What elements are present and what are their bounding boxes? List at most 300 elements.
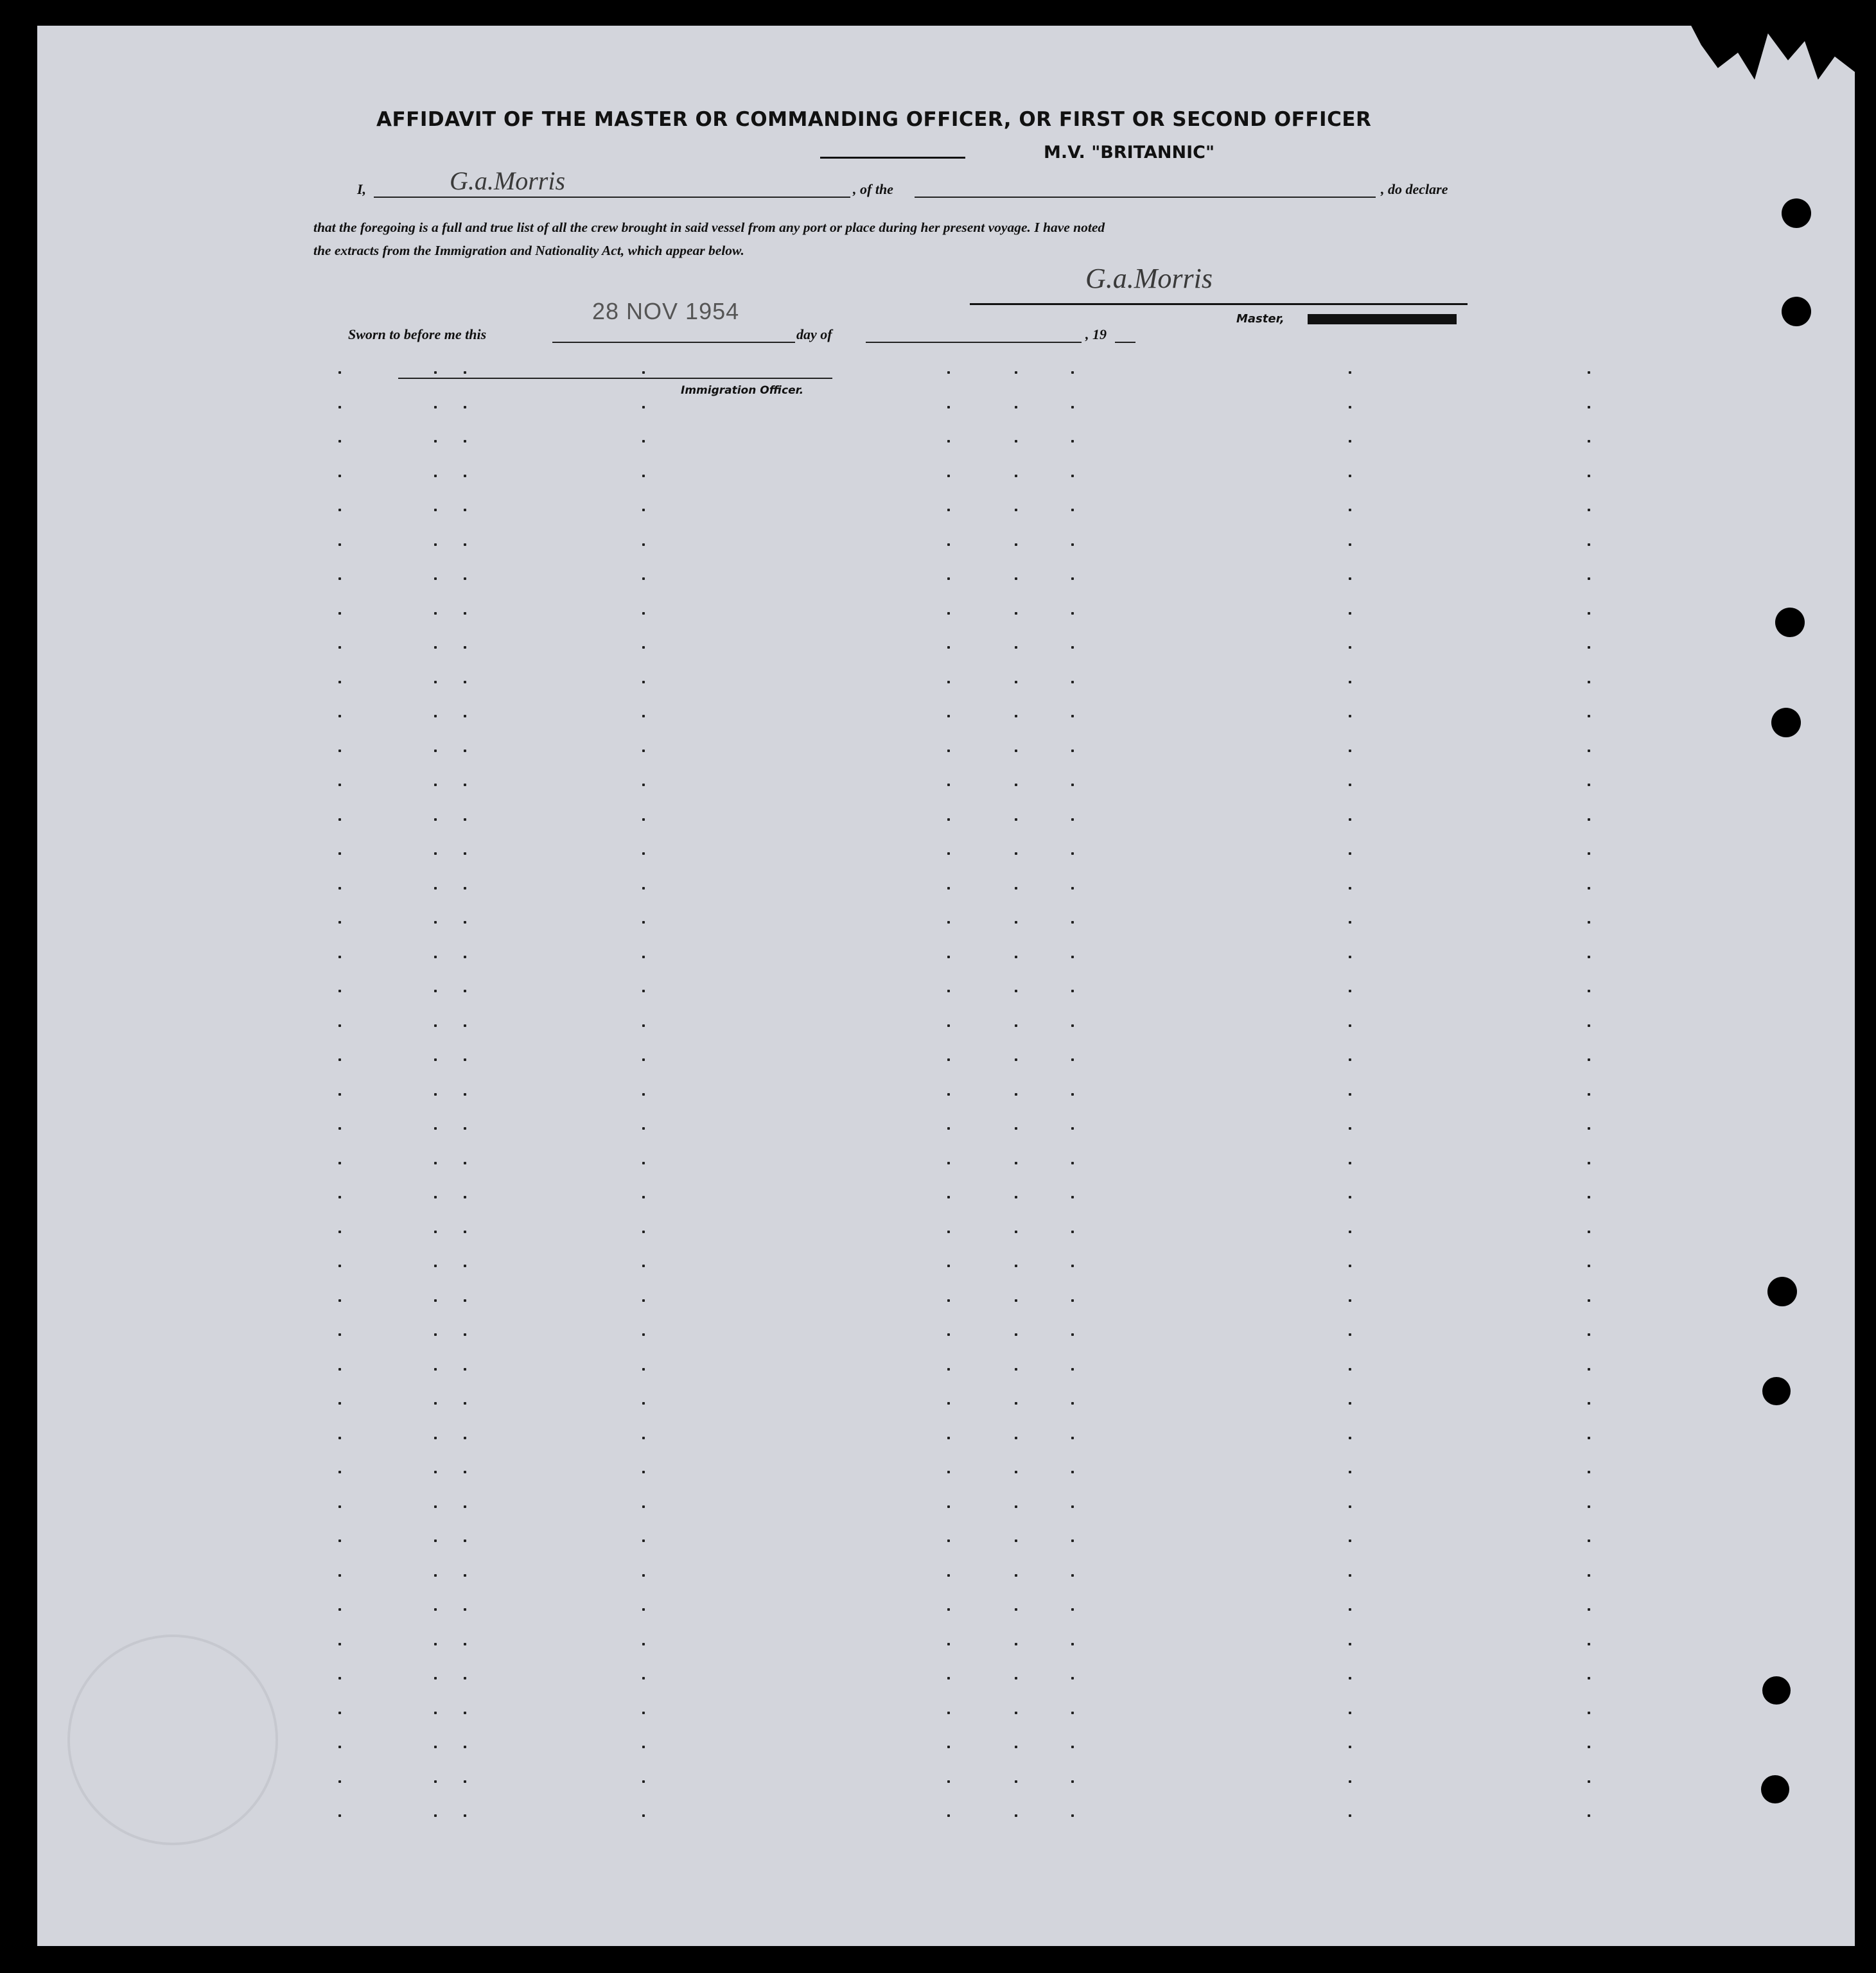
leader-dot: [1071, 440, 1074, 443]
leader-dot: [1015, 818, 1017, 821]
leader-dot: [1015, 543, 1017, 546]
leader-dot: [338, 784, 341, 786]
leader-dot: [947, 681, 950, 683]
leader-dot: [642, 1539, 645, 1542]
leader-dot: [642, 646, 645, 649]
leader-dot: [464, 1746, 466, 1748]
leader-dot: [464, 921, 466, 924]
leader-dot: [642, 1780, 645, 1783]
leader-dot: [1349, 406, 1351, 408]
leader-dot: [1588, 1712, 1590, 1714]
leader-dot: [1588, 1471, 1590, 1473]
leader-dot: [1015, 1814, 1017, 1817]
document-page: [37, 26, 1855, 1946]
leader-dot: [1071, 818, 1074, 821]
leader-dot: [947, 543, 950, 546]
leader-dot: [338, 577, 341, 580]
leader-dot: [1071, 406, 1074, 408]
leader-dot: [1588, 1643, 1590, 1645]
leader-dot: [1349, 1746, 1351, 1748]
leader-dot: [434, 440, 437, 443]
leader-dot: [1015, 1368, 1017, 1371]
leader-dot: [338, 1231, 341, 1233]
leader-dot: [1349, 612, 1351, 615]
leader-dot: [434, 1539, 437, 1542]
leader-dot: [434, 1712, 437, 1714]
leader-dot: [434, 1437, 437, 1439]
leader-dot: [1071, 1196, 1074, 1198]
leader-dot: [1015, 990, 1017, 992]
leader-dot: [1588, 887, 1590, 890]
leader-dot: [1588, 750, 1590, 752]
affidavit-title: AFFIDAVIT OF THE MASTER OR COMMANDING OFFICER, OR FIRST OR SECOND OFFICER: [376, 108, 1372, 131]
leader-dot: [1071, 1471, 1074, 1473]
leader-dot: [338, 1162, 341, 1164]
leader-dot: [1071, 956, 1074, 958]
punch-hole: [1761, 1775, 1789, 1803]
declaration-i: I,: [357, 181, 367, 197]
leader-dot: [642, 750, 645, 752]
leader-dot: [434, 612, 437, 615]
leader-dot: [947, 1574, 950, 1577]
leader-dot: [464, 818, 466, 821]
leader-dot: [1015, 406, 1017, 408]
vessel-line: [820, 157, 965, 159]
leader-dot: [464, 956, 466, 958]
leader-dot: [434, 1814, 437, 1817]
leader-dot: [1588, 509, 1590, 511]
leader-dot: [1349, 475, 1351, 477]
leader-dot: [1349, 1058, 1351, 1061]
leader-dot: [947, 371, 950, 374]
officer-line: [398, 378, 832, 379]
leader-dot: [947, 1471, 950, 1473]
leader-dot: [1588, 1058, 1590, 1061]
leader-dot: [1588, 1608, 1590, 1611]
leader-dot: [1015, 646, 1017, 649]
leader-dot: [642, 1574, 645, 1577]
leader-dot: [642, 1093, 645, 1096]
leader-dot: [1349, 1677, 1351, 1679]
leader-dot: [1015, 715, 1017, 717]
declaration-do-declare: , do declare: [1381, 181, 1448, 197]
leader-dot: [642, 715, 645, 717]
officer-signature: G.a.Morris: [450, 166, 566, 195]
leader-dot: [642, 1265, 645, 1267]
leader-dot: [338, 818, 341, 821]
leader-dot: [1588, 1780, 1590, 1783]
leader-dot: [464, 1574, 466, 1577]
leader-dot: [1071, 646, 1074, 649]
leader-dot: [464, 1093, 466, 1096]
leader-dot: [1015, 1574, 1017, 1577]
leader-dot: [947, 1712, 950, 1714]
leader-dot: [642, 1196, 645, 1198]
leader-dot: [1349, 1471, 1351, 1473]
leader-dot: [464, 646, 466, 649]
leader-dot: [1071, 1368, 1074, 1371]
leader-dot: [434, 990, 437, 992]
leader-dot: [1015, 1265, 1017, 1267]
leader-dot: [464, 1231, 466, 1233]
leader-dot: [464, 887, 466, 890]
immigration-officer-label: Immigration Officer.: [681, 384, 804, 397]
leader-dot: [338, 990, 341, 992]
leader-dot: [1349, 1127, 1351, 1130]
leader-dot: [338, 1024, 341, 1027]
leader-dot: [338, 1746, 341, 1748]
leader-dot: [642, 681, 645, 683]
leader-dot: [1588, 715, 1590, 717]
declaration-of-the: , of the: [853, 181, 893, 197]
leader-dot: [338, 1814, 341, 1817]
leader-dot: [1071, 1265, 1074, 1267]
leader-dot: [1071, 1299, 1074, 1302]
leader-dot: [1071, 1814, 1074, 1817]
leader-dot: [434, 1093, 437, 1096]
leader-dot: [642, 1608, 645, 1611]
leader-dot: [1071, 1093, 1074, 1096]
leader-dot: [1015, 1402, 1017, 1405]
leader-dot: [947, 956, 950, 958]
leader-dot: [1349, 956, 1351, 958]
leader-dot: [338, 1333, 341, 1336]
leader-dot: [434, 1505, 437, 1508]
leader-dot: [642, 818, 645, 821]
leader-dot: [947, 509, 950, 511]
leader-dot: [1071, 1574, 1074, 1577]
leader-dot: [1071, 1437, 1074, 1439]
leader-dot: [1349, 1574, 1351, 1577]
leader-dot: [464, 1127, 466, 1130]
leader-dot: [1071, 1643, 1074, 1645]
leader-dot: [1588, 406, 1590, 408]
leader-dot: [434, 852, 437, 855]
leader-dot: [642, 921, 645, 924]
leader-dot: [642, 509, 645, 511]
leader-dot: [1588, 1368, 1590, 1371]
leader-dot: [1015, 1780, 1017, 1783]
leader-dot: [338, 612, 341, 615]
leader-dot: [1015, 956, 1017, 958]
leader-dot: [1349, 1299, 1351, 1302]
leader-dot: [1015, 577, 1017, 580]
leader-dot: [1015, 1505, 1017, 1508]
leader-dot: [464, 1712, 466, 1714]
leader-dot: [1588, 1437, 1590, 1439]
leader-dot: [947, 1093, 950, 1096]
leader-dot: [1588, 990, 1590, 992]
leader-dot: [434, 406, 437, 408]
leader-dot: [464, 406, 466, 408]
leader-dot: [642, 1333, 645, 1336]
leader-dot: [1349, 818, 1351, 821]
leader-dot: [1349, 577, 1351, 580]
punch-hole: [1771, 708, 1801, 737]
leader-dot: [642, 1162, 645, 1164]
leader-dot: [947, 1505, 950, 1508]
leader-dot: [434, 1402, 437, 1405]
leader-dot: [1349, 1780, 1351, 1783]
leader-dot: [1588, 1677, 1590, 1679]
leader-dot: [464, 1643, 466, 1645]
leader-dot: [947, 440, 950, 443]
leader-dot: [464, 990, 466, 992]
leader-dot: [1349, 1643, 1351, 1645]
leader-dot: [1071, 612, 1074, 615]
leader-dot: [642, 1402, 645, 1405]
leader-dot: [1015, 1643, 1017, 1645]
leader-dot: [464, 1299, 466, 1302]
leader-dot: [434, 371, 437, 374]
leader-dot: [1015, 1058, 1017, 1061]
leader-dot: [1349, 371, 1351, 374]
leader-dot: [338, 1677, 341, 1679]
leader-dot: [338, 1608, 341, 1611]
leader-dot: [1588, 921, 1590, 924]
leader-dot: [947, 577, 950, 580]
leader-dot: [1588, 1539, 1590, 1542]
leader-dot: [338, 1402, 341, 1405]
leader-dot: [1071, 543, 1074, 546]
leader-dot: [1588, 1024, 1590, 1027]
leader-dot: [642, 1127, 645, 1130]
leader-dot: [1588, 1402, 1590, 1405]
leader-dot: [338, 750, 341, 752]
sworn-year-line: [1115, 342, 1135, 343]
leader-dot: [1015, 1196, 1017, 1198]
leader-dot: [338, 509, 341, 511]
leader-dot: [642, 406, 645, 408]
leader-dot: [338, 406, 341, 408]
leader-dot: [434, 1677, 437, 1679]
leader-dot: [464, 1814, 466, 1817]
leader-dot: [947, 1746, 950, 1748]
leader-dot: [434, 543, 437, 546]
leader-dot: [1015, 784, 1017, 786]
leader-dot: [434, 509, 437, 511]
leader-dot: [1015, 1608, 1017, 1611]
leader-dot: [1588, 646, 1590, 649]
leader-dot: [1071, 1608, 1074, 1611]
punch-hole: [1762, 1377, 1791, 1405]
sworn-year: , 19: [1085, 326, 1107, 342]
leader-dot: [434, 1333, 437, 1336]
leader-dot: [1071, 1333, 1074, 1336]
leader-dot: [1349, 1712, 1351, 1714]
leader-dot: [1015, 1471, 1017, 1473]
leader-dot: [1588, 956, 1590, 958]
leader-dot: [338, 1712, 341, 1714]
leader-dot: [1588, 371, 1590, 374]
leader-dot: [947, 1437, 950, 1439]
leader-dot: [464, 715, 466, 717]
leader-dot: [338, 475, 341, 477]
leader-dot: [1349, 1333, 1351, 1336]
leader-dot: [434, 681, 437, 683]
leader-dot: [1349, 1402, 1351, 1405]
leader-dot: [642, 1368, 645, 1371]
leader-dot: [434, 1299, 437, 1302]
leader-dot: [947, 818, 950, 821]
leader-dot: [338, 1196, 341, 1198]
leader-dot: [1349, 1265, 1351, 1267]
leader-dot: [464, 1780, 466, 1783]
leader-dot: [464, 1505, 466, 1508]
leader-dot: [1015, 1093, 1017, 1096]
leader-dot: [338, 681, 341, 683]
leader-dot: [947, 646, 950, 649]
leader-dot: [1071, 1539, 1074, 1542]
leader-dot: [464, 681, 466, 683]
leader-dot: [1071, 1127, 1074, 1130]
leader-dot: [947, 1643, 950, 1645]
leader-dot: [1015, 612, 1017, 615]
declaration-text: that the foregoing is a full and true list of all the crew brought in said vessel from any port or place during her present voyage. I have noted: [313, 220, 1105, 235]
leader-dot: [1015, 1539, 1017, 1542]
leader-dot: [338, 1539, 341, 1542]
leader-dot: [434, 1643, 437, 1645]
leader-dot: [947, 750, 950, 752]
leader-dot: [1071, 1402, 1074, 1405]
leader-dot: [1071, 921, 1074, 924]
leader-dot: [434, 646, 437, 649]
leader-dot: [434, 1368, 437, 1371]
leader-dot: [1071, 371, 1074, 374]
leader-dot: [434, 1127, 437, 1130]
leader-dot: [947, 990, 950, 992]
leader-dot: [464, 475, 466, 477]
leader-dot: [434, 956, 437, 958]
leader-dot: [464, 1196, 466, 1198]
leader-dot: [338, 1574, 341, 1577]
leader-dot: [1071, 1231, 1074, 1233]
leader-dot: [947, 921, 950, 924]
leader-dot: [464, 1677, 466, 1679]
leader-dot: [1071, 1505, 1074, 1508]
leader-dot: [338, 371, 341, 374]
leader-dot: [1349, 1814, 1351, 1817]
leader-dot: [1349, 1368, 1351, 1371]
leader-dot: [642, 440, 645, 443]
leader-dot: [464, 750, 466, 752]
leader-dot: [642, 1712, 645, 1714]
leader-dot: [464, 1265, 466, 1267]
leader-dot: [1588, 681, 1590, 683]
sworn-month-line: [866, 342, 1082, 343]
leader-dot: [1588, 852, 1590, 855]
leader-dot: [642, 784, 645, 786]
leader-dot: [947, 1539, 950, 1542]
leader-dot: [947, 1024, 950, 1027]
leader-dot: [1015, 1231, 1017, 1233]
leader-dot: [1071, 990, 1074, 992]
leader-dot: [434, 1162, 437, 1164]
leader-dot: [642, 577, 645, 580]
leader-dot: [1588, 1505, 1590, 1508]
leader-dot: [1015, 750, 1017, 752]
leader-dot: [338, 852, 341, 855]
leader-dot: [947, 1127, 950, 1130]
leader-dot: [338, 440, 341, 443]
leader-dot: [464, 440, 466, 443]
leader-dot: [947, 1058, 950, 1061]
leader-dot: [338, 1127, 341, 1130]
sworn-day-line: [552, 342, 795, 343]
leader-dot: [1349, 990, 1351, 992]
leader-dot: [1015, 475, 1017, 477]
leader-dot: [947, 715, 950, 717]
leader-dot: [338, 1780, 341, 1783]
leader-dot: [947, 612, 950, 615]
leader-dot: [434, 1780, 437, 1783]
leader-dot: [1349, 715, 1351, 717]
leader-dot: [434, 750, 437, 752]
sworn-day-of: day of: [796, 326, 832, 342]
leader-dot: [434, 475, 437, 477]
leader-dot: [947, 1814, 950, 1817]
leader-dot: [1588, 440, 1590, 443]
punch-hole: [1762, 1676, 1791, 1705]
leader-dot: [947, 1608, 950, 1611]
leader-dot: [642, 1058, 645, 1061]
leader-dot: [1071, 887, 1074, 890]
redaction-bar: [1308, 314, 1457, 324]
leader-dot: [1015, 1437, 1017, 1439]
leader-dot: [947, 1231, 950, 1233]
leader-dot: [464, 1024, 466, 1027]
leader-dot: [1071, 1677, 1074, 1679]
leader-dot: [1588, 1299, 1590, 1302]
leader-dot: [1588, 612, 1590, 615]
master-signature-line: [970, 303, 1468, 305]
leader-dot: [1015, 371, 1017, 374]
declaration-text-2: the extracts from the Immigration and Nationality Act, which appear below.: [313, 243, 744, 258]
leader-dot: [947, 1299, 950, 1302]
leader-dot: [642, 1677, 645, 1679]
leader-dot: [464, 1402, 466, 1405]
leader-dot: [434, 715, 437, 717]
leader-dot: [338, 1299, 341, 1302]
leader-dot: [1588, 1574, 1590, 1577]
leader-dot: [338, 543, 341, 546]
leader-dot: [464, 509, 466, 511]
leader-dot: [338, 956, 341, 958]
leader-dot: [1015, 1677, 1017, 1679]
leader-dot: [642, 371, 645, 374]
leader-dot: [464, 543, 466, 546]
leader-dot: [1588, 475, 1590, 477]
leader-dot: [642, 1437, 645, 1439]
leader-dot: [947, 1196, 950, 1198]
leader-dot: [1349, 1093, 1351, 1096]
leader-dot: [1071, 1162, 1074, 1164]
leader-dot: [1015, 1127, 1017, 1130]
leader-dot: [1588, 1746, 1590, 1748]
leader-dot: [464, 1608, 466, 1611]
leader-dot: [642, 990, 645, 992]
leader-dot: [434, 1608, 437, 1611]
leader-dot: [1349, 681, 1351, 683]
leader-dot: [338, 1265, 341, 1267]
leader-dot: [1015, 921, 1017, 924]
leader-dot: [1015, 1333, 1017, 1336]
leader-dot: [1349, 750, 1351, 752]
leader-dot: [338, 715, 341, 717]
name-fill-line: [374, 197, 850, 198]
leader-dot: [642, 1505, 645, 1508]
leader-dot: [434, 1471, 437, 1473]
